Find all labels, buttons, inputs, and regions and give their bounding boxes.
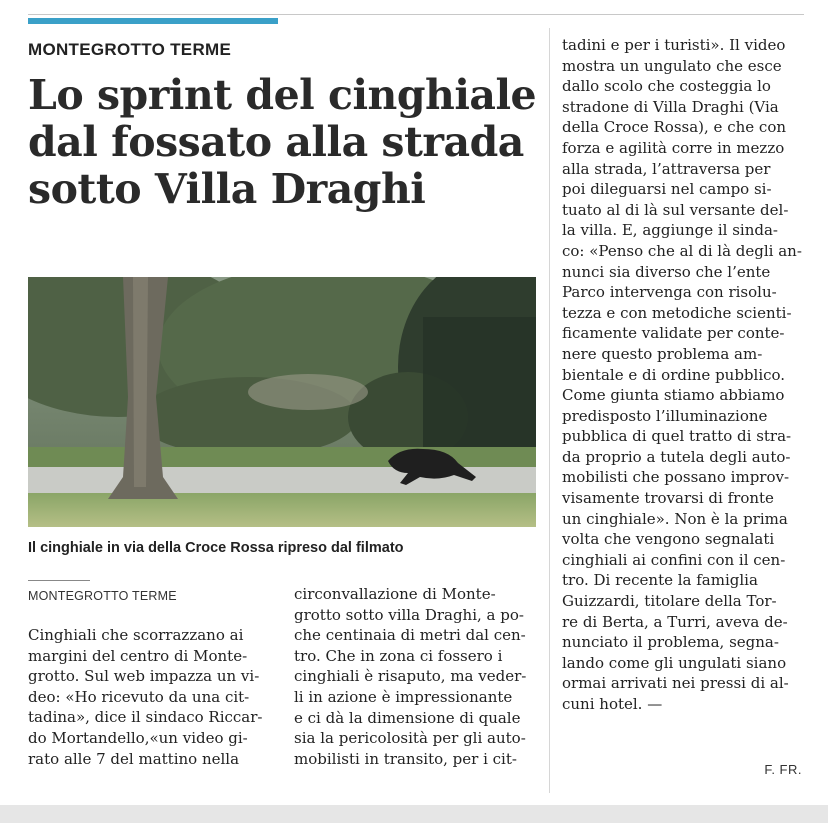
text-line: ficamente validate per conte- — [562, 324, 785, 343]
photo-caption: Il cinghiale in via della Croce Rossa ripreso dal filmato — [28, 540, 404, 556]
text-line: della Croce Rossa), e che con — [562, 118, 787, 137]
text-line: Come giunta stiamo abbiamo — [562, 386, 785, 405]
text-line: nere questo problema am- — [562, 344, 763, 363]
text-line: un cinghiale». Non è la prima — [562, 509, 788, 528]
text-line: alla strada, l’attraversa per — [562, 159, 771, 178]
text-line: rato alle 7 del mattino nella — [28, 749, 240, 768]
headline-line: sotto Villa Draghi — [28, 165, 426, 213]
text-line: volta che vengono segnalati — [562, 530, 775, 549]
text-line: e ci dà la dimensione di quale — [294, 708, 521, 727]
text-line: la villa. E, aggiunge il sinda- — [562, 221, 778, 240]
boar-photo-illustration — [28, 277, 536, 527]
column-right — [562, 35, 806, 715]
text-line: bientale e di ordine pubblico. — [562, 365, 786, 384]
text-line: forza e agilità corre in mezzo — [562, 138, 785, 157]
headline-line: Lo sprint del cinghiale — [28, 71, 537, 119]
text-line: mobilisti in transito, per i cit- — [294, 749, 517, 768]
text-line: Guizzardi, titolare della Tor- — [562, 592, 777, 611]
text-line: co: «Penso che al di là degli an- — [562, 241, 802, 260]
text-line: nunciato il problema, segna- — [562, 633, 779, 652]
text-line: Parco intervenga con risolu- — [562, 283, 777, 302]
text-line: Cinghiali che scorrazzano ai — [28, 626, 244, 644]
text-line: tadina», dice il sindaco Riccar- — [28, 708, 263, 727]
text-line: mostra un ungulato che esce — [562, 56, 782, 75]
text-line: tro. Che in zona ci fossero i — [294, 646, 503, 665]
text-line: do Mortandello,«un video gi- — [28, 728, 248, 747]
text-line: che centinaia di metri dal cen- — [294, 626, 526, 645]
text-line: visamente trovarsi di fronte — [562, 489, 774, 508]
author-signature: F. FR. — [764, 762, 802, 777]
text-line: circonvallazione di Monte- — [294, 585, 496, 603]
text-line: da proprio a tutela degli auto- — [562, 447, 791, 466]
column-divider — [549, 28, 550, 793]
text-line: cinghiali ai confini con il cen- — [562, 550, 786, 569]
text-line: tadini e per i turisti». Il video — [562, 36, 786, 54]
text-line: grotto sotto villa Draghi, a po- — [294, 605, 524, 624]
text-line: tezza e con metodiche scienti- — [562, 303, 792, 322]
text-line: margini del centro di Monte- — [28, 646, 248, 665]
headline-line: dal fossato alla strada — [28, 118, 524, 166]
text-line: stradone di Villa Draghi (Via — [562, 97, 779, 116]
column-middle — [294, 584, 538, 769]
headline — [28, 72, 538, 213]
text-line: cuni hotel. — — [562, 695, 663, 713]
text-line: nunci sia diverso che l’ente — [562, 262, 771, 281]
text-line: cinghiali è risaputo, ma veder- — [294, 667, 527, 686]
text-line: poi dileguarsi nel campo si- — [562, 180, 772, 199]
text-line: deo: «Ho ricevuto da una cit- — [28, 687, 250, 706]
kicker: MONTEGROTTO TERME — [28, 40, 232, 59]
bottom-band — [0, 805, 828, 823]
text-line: tuato al di là sul versante del- — [562, 200, 789, 219]
text-line: mobilisti che possano improv- — [562, 468, 790, 487]
top-rule — [28, 14, 804, 15]
text-line: ormai arrivati nei pressi di al- — [562, 674, 789, 693]
text-line: sia la pericolosità per gli auto- — [294, 729, 526, 748]
article-photo — [28, 277, 536, 527]
text-line: grotto. Sul web impazza un vi- — [28, 667, 260, 686]
text-line: li in azione è impressionante — [294, 687, 513, 706]
byline-rule — [28, 580, 90, 581]
text-line: predisposto l’illuminazione — [562, 406, 768, 425]
text-line: pubblica di quel tratto di stra- — [562, 427, 792, 446]
byline: MONTEGROTTO TERME — [28, 589, 177, 603]
text-line: lando come gli ungulati siano — [562, 653, 787, 672]
text-line: tro. Di recente la famiglia — [562, 571, 758, 590]
text-line: re di Berta, a Turri, aveva de- — [562, 612, 788, 631]
column-left — [28, 625, 278, 769]
text-line: dallo scolo che costeggia lo — [562, 77, 771, 96]
section-accent-bar — [28, 18, 278, 24]
